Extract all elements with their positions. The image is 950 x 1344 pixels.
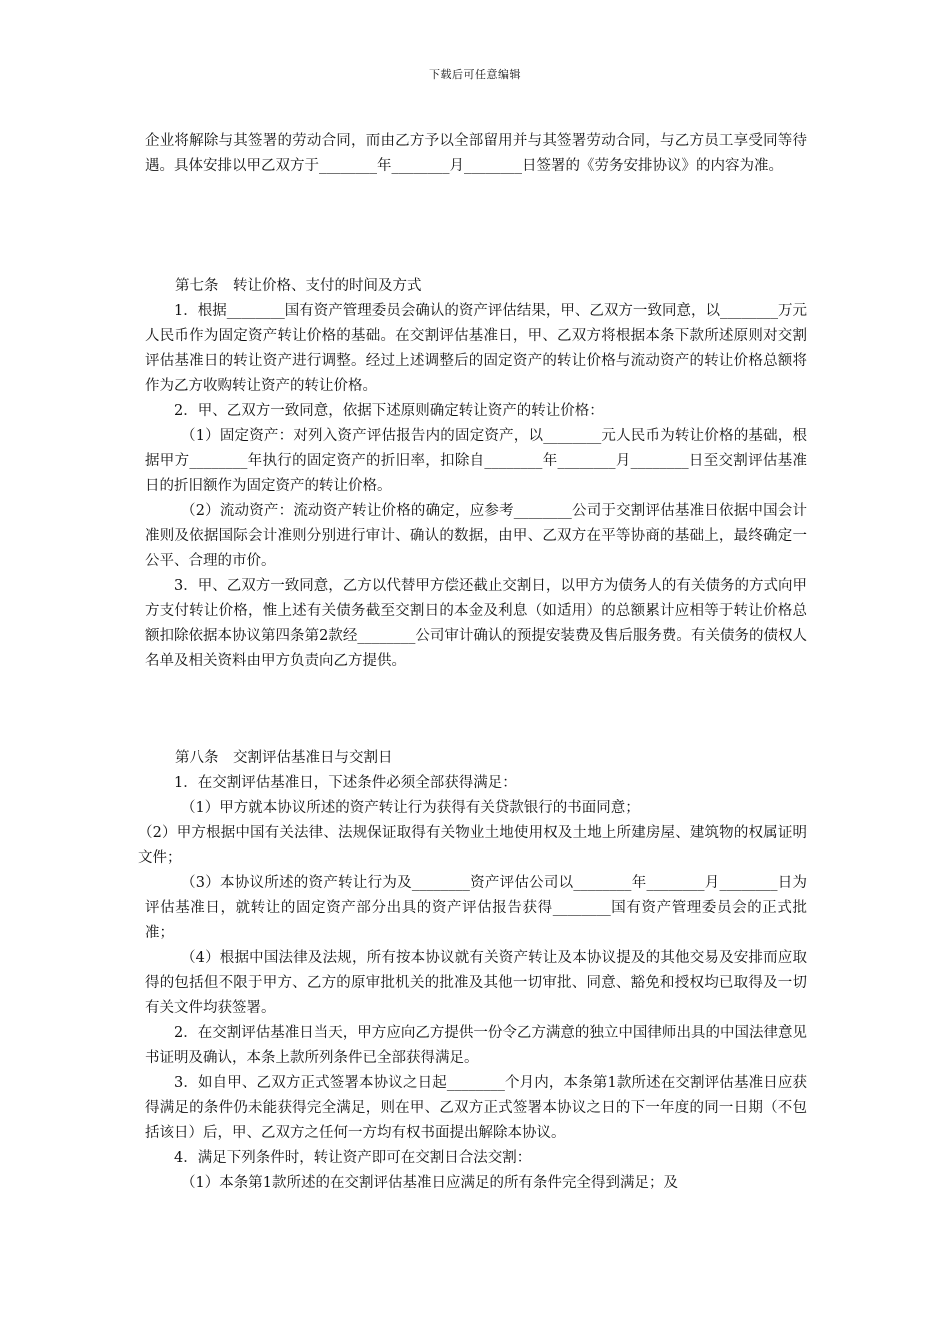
article-8-clause-2: 2．在交割评估基准日当天，甲方应向乙方提供一份令乙方满意的独立中国律师出具的中国法律意见书证明及确认，本条上款所列条件已全部获得满足。 — [145, 1025, 807, 1066]
article-8-clause-1: 1．在交割评估基准日，下述条件必须全部获得满足： — [174, 775, 517, 791]
continuation-section — [145, 129, 807, 179]
article-8-clause-1-2: （2）甲方根据中国有关法律、法规保证取得有关物业土地使用权及土地上所建房屋、建筑物的权属证明文件； — [138, 825, 807, 866]
article-7-clause-2: 2．甲、乙双方一致同意，依据下述原则确定转让资产的转让价格： — [174, 403, 604, 419]
page-header: 下载后可任意编辑 — [429, 68, 521, 81]
paragraph-labor-arrangement: 企业将解除与其签署的劳动合同，而由乙方予以全部留用并与其签署劳动合同，与乙方员工享受同等待遇。具体安排以甲乙双方于________年________月________日签署的《劳务安排协议》的内容为准。 — [145, 133, 807, 174]
article-7-clause-2-1: （1）固定资产：对列入资产评估报告内的固定资产，以________元人民币为转让价格的基础，根据甲方________年执行的固定资产的折旧率，扣除自________年________月________日至交割评估基准日的折旧额作为固定资产的转让价格。 — [145, 428, 807, 494]
article-8-clause-4-1: （1）本条第1款所述的在交割评估基准日应满足的所有条件完全得到满足；及 — [181, 1175, 678, 1191]
article-7-clause-2-2: （2）流动资产：流动资产转让价格的确定，应参考________公司于交割评估基准日依据中国会计准则及依据国际会计准则分别进行审计、确认的数据，由甲、乙双方在平等协商的基础上，最终确定一公平、合理的市价。 — [145, 503, 807, 569]
article-7-clause-1: 1．根据________国有资产管理委员会确认的资产评估结果，甲、乙双方一致同意，以________万元人民币作为固定资产转让价格的基础。在交割评估基准日，甲、乙双方将根据本条下款所述原则对交割评估基准日的转让资产进行调整。经过上述调整后的固定资产的转让价格与流动资产的转让价格总额将作为乙方收购转让资产的转让价格。 — [145, 303, 807, 394]
article-8-section — [138, 746, 807, 1196]
article-7-section — [145, 274, 807, 674]
article-8-clause-1-4: （4）根据中国法律及法规，所有按本协议就有关资产转让及本协议提及的其他交易及安排而应取得的包括但不限于甲方、乙方的原审批机关的批准及其他一切审批、同意、豁免和授权均已取得及一切有关文件均获签署。 — [145, 950, 807, 1016]
article-8-clause-3: 3．如自甲、乙双方正式签署本协议之日起________个月内，本条第1款所述在交割评估基准日应获得满足的条件仍未能获得完全满足，则在甲、乙双方正式签署本协议之日的下一年度的同一日期（不包括该日）后，甲、乙双方之任何一方均有权书面提出解除本协议。 — [145, 1075, 807, 1141]
article-8-clause-1-3: （3）本协议所述的资产转让行为及________资产评估公司以________年________月________日为评估基准日，就转让的固定资产部分出具的资产评估报告获得________国有资产管理委员会的正式批准； — [145, 875, 807, 941]
article-8-clause-1-1: （1）甲方就本协议所述的资产转让行为获得有关贷款银行的书面同意； — [181, 800, 640, 816]
article-7-title: 第七条 转让价格、支付的时间及方式 — [175, 278, 422, 294]
article-8-title: 第八条 交割评估基准日与交割日 — [175, 750, 393, 766]
article-7-clause-3: 3．甲、乙双方一致同意，乙方以代替甲方偿还截止交割日，以甲方为债务人的有关债务的方式向甲方支付转让价格，惟上述有关债务截至交割日的本金及利息（如适用）的总额累计应相等于转让价格总额扣除依据本协议第四条第2款经________公司审计确认的预提安装费及售后服务费。有关债务的债权人名单及相关资料由甲方负责向乙方提供。 — [145, 578, 807, 669]
article-8-clause-4: 4．满足下列条件时，转让资产即可在交割日合法交割： — [174, 1150, 532, 1166]
